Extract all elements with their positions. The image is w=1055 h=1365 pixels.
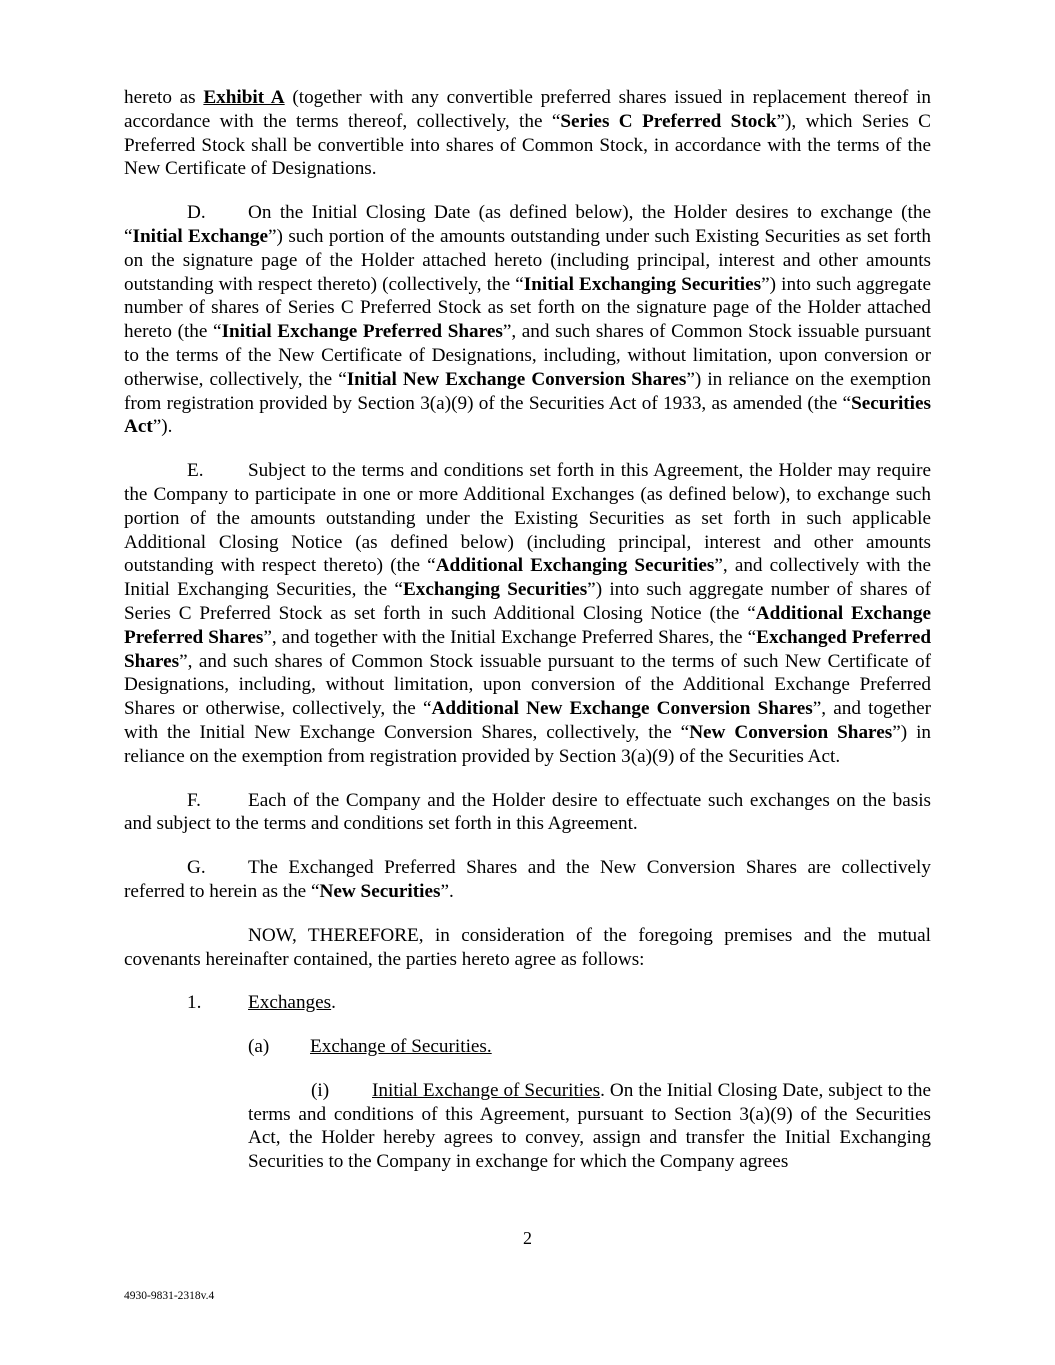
paragraph-f	[124, 789, 931, 837]
text: ”.	[440, 880, 454, 902]
initial-new-exchange-conversion-shares-term: Initial New Exchange Conversion Shares	[346, 368, 687, 390]
section-title: Exchanges	[248, 992, 332, 1014]
paragraph-e	[124, 459, 931, 768]
text: ”) in reliance on the exemption from registration provided by Section 3(a)(9) of the Securities Act.	[124, 721, 931, 767]
text: . On the Initial Closing Date, subject to the terms and conditions of this Agreement, pursuant to Section 3(a)(9) of the Securities Act, the Holder hereby agrees to convey, assign and transfer the Initial Exchanging Securities to the Company in exchange for which the Company agrees	[248, 1079, 931, 1173]
text: ”) such portion of the amounts outstanding under such Existing Securities as set forth on the signature page of the Holder attached hereto (including principal, interest and other amounts outstanding with respect thereto) (collectively, the “	[124, 225, 931, 295]
paragraph-label: E.	[187, 460, 204, 482]
text: Each of the Company and the Holder desire to effectuate such exchanges on the basis and subject to the terms and conditions set forth in this Agreement.	[124, 789, 931, 835]
initial-exchange-preferred-shares-term: Initial Exchange Preferred Shares	[221, 321, 503, 343]
new-conversion-shares-term: New Conversion Shares	[689, 721, 893, 743]
text: NOW, THEREFORE, in consideration of the foregoing premises and the mutual covenants hereinafter contained, the parties hereto agree as follows:	[124, 924, 931, 970]
additional-exchanging-securities-term: Additional Exchanging Securities	[435, 555, 715, 577]
paragraph-intro	[124, 86, 931, 181]
text: ”, and together with the Initial Exchange Preferred Shares, the “	[263, 626, 757, 648]
text: The Exchanged Preferred Shares and the New Conversion Shares are collectively referred to herein as the “	[124, 857, 931, 902]
new-securities-term: New Securities	[319, 880, 441, 902]
text: On the Initial Closing Date (as defined below), the Holder desires to exchange (the “	[124, 202, 931, 247]
document-id: 4930-9831-2318v.4	[124, 1290, 215, 1302]
subsection-title: Exchange of Securities.	[310, 1036, 492, 1058]
clause-title: Initial Exchange of Securities	[372, 1079, 601, 1101]
exhibit-a-term: Exhibit A	[203, 87, 285, 108]
text: .	[331, 992, 336, 1014]
additional-exchange-preferred-shares-term: Additional Exchange Preferred Shares	[124, 602, 931, 648]
paragraph-label: F.	[187, 789, 201, 811]
section-number: 1.	[187, 992, 202, 1014]
text: ”).	[152, 416, 173, 438]
text: ”) in reliance on the exemption from registration provided by Section 3(a)(9) of the Securities Act of 1933, as amended (the “	[124, 368, 931, 414]
text: ”, and such shares of Common Stock issuable pursuant to the terms of such New Certificate of Designations, including, without limitation, upon conversion of the Additional Exchange Preferred Shares or otherwise, collectively, the “	[124, 650, 931, 720]
text: ”), which Series C Preferred Stock shall be convertible into shares of Common Stock, in accordance with the terms of the New Certificate of Designations.	[124, 110, 931, 180]
exchanging-securities-term: Exchanging Securities	[402, 579, 588, 601]
section-1a-heading	[248, 1035, 931, 1059]
page-number: 2	[523, 1228, 532, 1248]
paragraph-d	[124, 201, 931, 439]
initial-exchanging-securities-term: Initial Exchanging Securities	[523, 273, 762, 295]
section-1-heading	[187, 991, 931, 1015]
subsection-label: (a)	[248, 1036, 270, 1058]
paragraph-g	[124, 856, 931, 904]
text: ”, and such shares of Common Stock issuable pursuant to the terms of the New Certificate of Designations, including, without limitation, upon conversion or otherwise, collectively, the “	[124, 321, 932, 390]
securities-act-term: Securities Act	[124, 392, 931, 438]
text: ”, and collectively with the Initial Exchanging Securities, the “	[124, 555, 931, 601]
paragraph-label: G.	[187, 857, 206, 879]
paragraph-now-therefore	[124, 924, 931, 972]
text: Subject to the terms and conditions set forth in this Agreement, the Holder may require the Company to participate in one or more Additional Exchanges (as defined below), to exchange such portion of the amounts outstanding under the Existing Securities as set forth in such applicable Additional Closing Notice (as defined below) (including principal, interest and other amounts outstanding with respect thereto) (the “	[124, 460, 931, 577]
additional-new-exchange-conversion-shares-term: Additional New Exchange Conversion Shares	[431, 698, 813, 720]
text: ”, and together with the Initial New Exchange Conversion Shares, collectively, the “	[124, 698, 931, 743]
document-body	[124, 86, 931, 1194]
clause-label: (i)	[311, 1079, 330, 1101]
text: hereto as	[124, 87, 204, 108]
exchanged-preferred-shares-term: Exchanged Preferred Shares	[124, 626, 932, 672]
initial-exchange-term: Initial Exchange	[132, 225, 269, 247]
section-1ai-paragraph	[248, 1079, 931, 1174]
series-c-preferred-stock-term: Series C Preferred Stock	[560, 110, 777, 132]
text: ”) into such aggregate number of shares of Series C Preferred Stock as set forth in such Additional Closing Notice (the “	[124, 579, 932, 624]
paragraph-label: D.	[187, 202, 206, 224]
text: ”) into such aggregate number of shares of Series C Preferred Stock as set forth on the signature page of the Holder attached hereto (the “	[124, 273, 931, 343]
text: (together with any convertible preferred shares issued in replacement thereof in accordance with the terms thereof, collectively, the “	[124, 87, 931, 132]
